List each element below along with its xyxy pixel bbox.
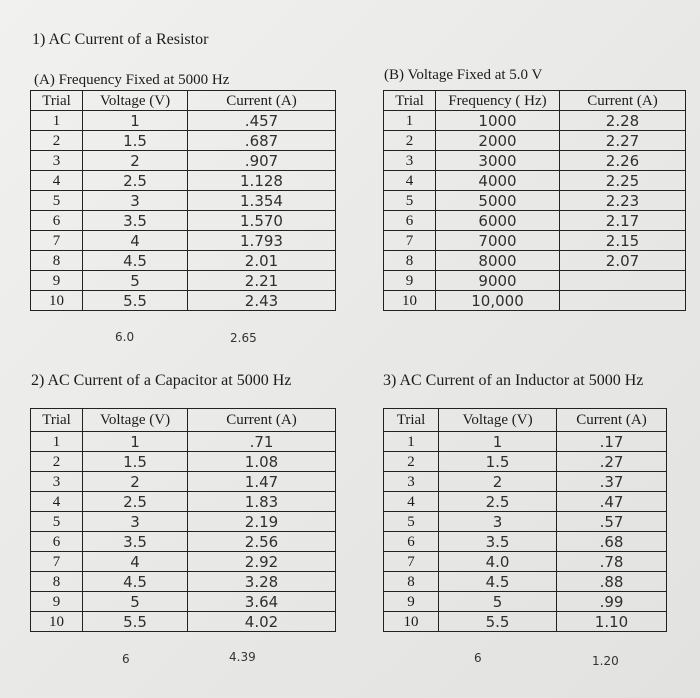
trial-cell: 1	[31, 111, 83, 131]
table-header-row	[31, 91, 336, 111]
voltage-cell: 4.5	[83, 572, 188, 592]
table-row	[31, 552, 336, 572]
trial-cell: 10	[384, 291, 436, 311]
table-row	[384, 552, 667, 572]
current-cell: 2.23	[560, 191, 686, 211]
voltage-cell: 5	[83, 592, 188, 612]
frequency-cell: 1000	[436, 111, 560, 131]
table-row	[384, 472, 667, 492]
table-row	[31, 472, 336, 492]
trial-cell: 7	[384, 552, 439, 572]
frequency-cell: 7000	[436, 231, 560, 251]
current-cell	[560, 271, 686, 291]
trial-cell: 4	[31, 171, 83, 191]
current-cell: .37	[557, 472, 667, 492]
trial-cell: 4	[31, 492, 83, 512]
current-cell: 1.47	[188, 472, 336, 492]
voltage-cell: 3	[439, 512, 557, 532]
voltage-cell: 3.5	[439, 532, 557, 552]
current-cell: 1.354	[188, 191, 336, 211]
table-row	[384, 592, 667, 612]
section2-title: 2) AC Current of a Capacitor at 5000 Hz	[31, 372, 292, 389]
trial-cell: 7	[384, 231, 436, 251]
frequency-cell: 2000	[436, 131, 560, 151]
voltage-cell: 5.5	[439, 612, 557, 632]
voltage-cell: 3	[83, 512, 188, 532]
table-row	[31, 151, 336, 171]
table-row	[31, 492, 336, 512]
current-cell: .68	[557, 532, 667, 552]
current-cell: 1.08	[188, 452, 336, 472]
current-cell: .687	[188, 131, 336, 151]
trial-cell: 1	[384, 432, 439, 452]
inductor-current-table	[383, 408, 667, 632]
current-cell: .17	[557, 432, 667, 452]
trial-cell: 7	[31, 552, 83, 572]
current-cell: 2.17	[560, 211, 686, 231]
header-trial: Trial	[384, 91, 436, 111]
table-row	[31, 171, 336, 191]
current-cell: .907	[188, 151, 336, 171]
resistor-frequency-fixed-table	[30, 90, 336, 311]
table-row	[31, 131, 336, 151]
voltage-cell: 2	[83, 472, 188, 492]
trial-cell: 9	[384, 592, 439, 612]
tableA-extra-current: 2.65	[230, 331, 257, 345]
table-row	[384, 171, 686, 191]
header-trial: Trial	[31, 91, 83, 111]
current-cell: 2.56	[188, 532, 336, 552]
table-row	[384, 111, 686, 131]
trial-cell: 3	[31, 151, 83, 171]
trial-cell: 5	[384, 512, 439, 532]
current-cell: .27	[557, 452, 667, 472]
table-row	[31, 432, 336, 452]
current-cell	[560, 291, 686, 311]
trial-cell: 4	[384, 171, 436, 191]
table-row	[384, 432, 667, 452]
table-row	[31, 231, 336, 251]
voltage-cell: 2.5	[439, 492, 557, 512]
trial-cell: 6	[384, 211, 436, 231]
current-cell: 2.26	[560, 151, 686, 171]
current-cell: 3.64	[188, 592, 336, 612]
trial-cell: 9	[31, 271, 83, 291]
trial-cell: 3	[384, 472, 439, 492]
trial-cell: 2	[384, 452, 439, 472]
trial-cell: 9	[384, 271, 436, 291]
current-cell: 2.25	[560, 171, 686, 191]
voltage-cell: 4.0	[439, 552, 557, 572]
capacitor-extra-current: 4.39	[229, 650, 256, 664]
voltage-cell: 2	[83, 151, 188, 171]
frequency-cell: 9000	[436, 271, 560, 291]
current-cell: 1.570	[188, 211, 336, 231]
current-cell: 2.07	[560, 251, 686, 271]
capacitor-extra-voltage: 6	[122, 652, 130, 666]
header-trial: Trial	[384, 409, 439, 432]
current-cell: .57	[557, 512, 667, 532]
trial-cell: 2	[384, 131, 436, 151]
current-cell: 2.01	[188, 251, 336, 271]
voltage-cell: 1	[439, 432, 557, 452]
voltage-cell: 4.5	[83, 251, 188, 271]
table-row	[384, 572, 667, 592]
trial-cell: 2	[31, 131, 83, 151]
voltage-cell: 1	[83, 111, 188, 131]
current-cell: 1.128	[188, 171, 336, 191]
trial-cell: 1	[384, 111, 436, 131]
table-row	[384, 131, 686, 151]
frequency-cell: 3000	[436, 151, 560, 171]
table-row	[31, 592, 336, 612]
trial-cell: 9	[31, 592, 83, 612]
current-cell: 2.27	[560, 131, 686, 151]
table-header-row	[31, 409, 336, 432]
trial-cell: 8	[384, 572, 439, 592]
current-cell: 2.15	[560, 231, 686, 251]
header-voltage: Voltage (V)	[83, 91, 188, 111]
current-cell: .99	[557, 592, 667, 612]
table-row	[31, 572, 336, 592]
header-current: Current (A)	[560, 91, 686, 111]
voltage-cell: 3	[83, 191, 188, 211]
capacitor-current-table	[30, 408, 336, 632]
trial-cell: 6	[384, 532, 439, 552]
frequency-cell: 5000	[436, 191, 560, 211]
voltage-cell: 1.5	[439, 452, 557, 472]
table-row	[31, 251, 336, 271]
header-frequency: Frequency ( Hz)	[436, 91, 560, 111]
table-row	[31, 532, 336, 552]
tableA-caption: (A) Frequency Fixed at 5000 Hz	[34, 72, 230, 88]
table-row	[384, 612, 667, 632]
table-row	[31, 291, 336, 311]
trial-cell: 4	[384, 492, 439, 512]
trial-cell: 3	[384, 151, 436, 171]
frequency-cell: 10,000	[436, 291, 560, 311]
voltage-cell: 3.5	[83, 532, 188, 552]
current-cell: 2.92	[188, 552, 336, 572]
table-row	[31, 271, 336, 291]
current-cell: 2.19	[188, 512, 336, 532]
current-cell: 3.28	[188, 572, 336, 592]
current-cell: 1.793	[188, 231, 336, 251]
trial-cell: 8	[31, 251, 83, 271]
voltage-cell: 4	[83, 552, 188, 572]
table-row	[384, 512, 667, 532]
table-row	[384, 251, 686, 271]
section3-title: 3) AC Current of an Inductor at 5000 Hz	[383, 372, 644, 389]
trial-cell: 10	[384, 612, 439, 632]
trial-cell: 6	[31, 532, 83, 552]
voltage-cell: 4.5	[439, 572, 557, 592]
frequency-cell: 8000	[436, 251, 560, 271]
table-row	[31, 111, 336, 131]
table-row	[31, 612, 336, 632]
current-cell: 2.21	[188, 271, 336, 291]
trial-cell: 1	[31, 432, 83, 452]
current-cell: .457	[188, 111, 336, 131]
frequency-cell: 4000	[436, 171, 560, 191]
header-current: Current (A)	[188, 409, 336, 432]
current-cell: .47	[557, 492, 667, 512]
frequency-cell: 6000	[436, 211, 560, 231]
inductor-extra-voltage: 6	[474, 651, 482, 665]
table-row	[384, 492, 667, 512]
trial-cell: 3	[31, 472, 83, 492]
tableB-caption: (B) Voltage Fixed at 5.0 V	[384, 67, 543, 83]
current-cell: .71	[188, 432, 336, 452]
table-row	[384, 211, 686, 231]
header-voltage: Voltage (V)	[439, 409, 557, 432]
current-cell: 2.43	[188, 291, 336, 311]
section1-title: 1) AC Current of a Resistor	[32, 31, 209, 48]
voltage-cell: 1.5	[83, 452, 188, 472]
current-cell: 2.28	[560, 111, 686, 131]
table-row	[384, 151, 686, 171]
voltage-cell: 3.5	[83, 211, 188, 231]
voltage-cell: 5.5	[83, 612, 188, 632]
current-cell: .78	[557, 552, 667, 572]
resistor-voltage-fixed-table	[383, 90, 686, 311]
voltage-cell: 2	[439, 472, 557, 492]
table-row	[31, 191, 336, 211]
voltage-cell: 5.5	[83, 291, 188, 311]
current-cell: 1.83	[188, 492, 336, 512]
voltage-cell: 5	[83, 271, 188, 291]
trial-cell: 5	[31, 191, 83, 211]
tableA-extra-voltage: 6.0	[115, 330, 135, 344]
current-cell: 1.10	[557, 612, 667, 632]
table-header-row	[384, 91, 686, 111]
table-row	[384, 191, 686, 211]
table-row	[384, 532, 667, 552]
inductor-extra-current: 1.20	[592, 654, 619, 668]
table-row	[31, 452, 336, 472]
table-row	[384, 291, 686, 311]
table-row	[31, 512, 336, 532]
trial-cell: 10	[31, 291, 83, 311]
voltage-cell: 1.5	[83, 131, 188, 151]
trial-cell: 8	[384, 251, 436, 271]
table-row	[384, 271, 686, 291]
current-cell: 4.02	[188, 612, 336, 632]
voltage-cell: 2.5	[83, 171, 188, 191]
voltage-cell: 2.5	[83, 492, 188, 512]
voltage-cell: 1	[83, 432, 188, 452]
trial-cell: 5	[384, 191, 436, 211]
table-row	[384, 231, 686, 251]
trial-cell: 6	[31, 211, 83, 231]
trial-cell: 5	[31, 512, 83, 532]
table-row	[384, 452, 667, 472]
trial-cell: 10	[31, 612, 83, 632]
voltage-cell: 4	[83, 231, 188, 251]
voltage-cell: 5	[439, 592, 557, 612]
trial-cell: 2	[31, 452, 83, 472]
current-cell: .88	[557, 572, 667, 592]
trial-cell: 7	[31, 231, 83, 251]
header-current: Current (A)	[188, 91, 336, 111]
table-header-row	[384, 409, 667, 432]
table-row	[31, 211, 336, 231]
trial-cell: 8	[31, 572, 83, 592]
header-voltage: Voltage (V)	[83, 409, 188, 432]
header-trial: Trial	[31, 409, 83, 432]
header-current: Current (A)	[557, 409, 667, 432]
